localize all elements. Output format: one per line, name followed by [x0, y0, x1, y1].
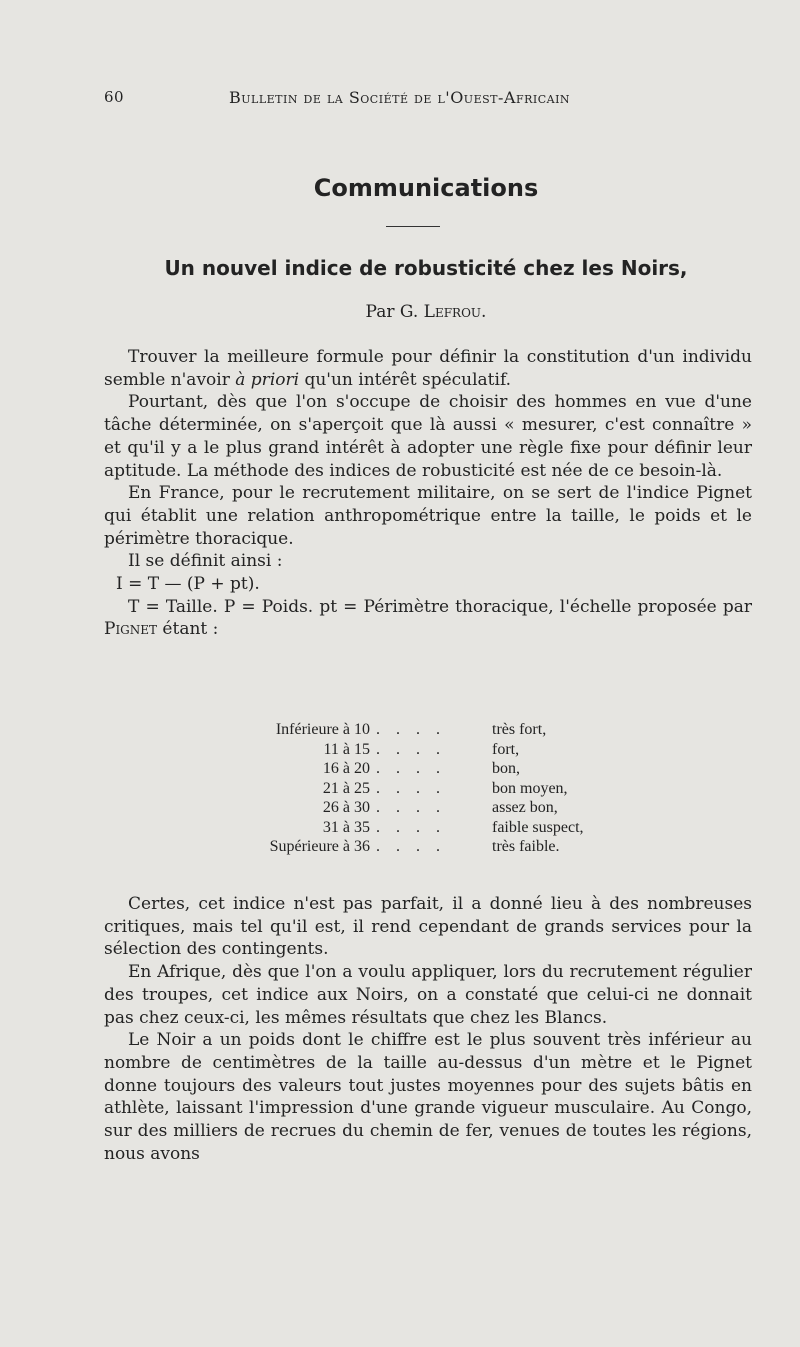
p1-italic: à priori [235, 369, 300, 390]
formula: I = T — (P + pt). [116, 574, 260, 595]
scale-range: 26 à 30 [322, 799, 370, 816]
paragraph-6: Certes, cet indice n'est pas parfait, il a donné lieu à des nombreuses critiques, mais tel qu'il est, il rend cependant de grands services pour la sélection des contingents. [104, 894, 752, 960]
scale-range: 11 à 15 [323, 740, 370, 758]
scale-label: fort, [492, 740, 520, 758]
body-text-bottom [104, 893, 752, 1165]
scale-dots: . . . . [376, 818, 446, 836]
pignet-scale-table [180, 720, 660, 857]
scale-label: assez bon, [492, 799, 558, 816]
p5-text-b: étant : [157, 619, 219, 640]
scale-row [180, 779, 660, 799]
scale-row [180, 798, 660, 818]
scale-range: 31 à 35 [322, 818, 370, 836]
scale-row [180, 818, 660, 838]
scale-dots: . . . . [376, 799, 446, 816]
scale-row [180, 740, 660, 760]
scale-dots: . . . . [376, 838, 446, 855]
title-rule [386, 226, 440, 227]
scale-label: faible suspect, [492, 818, 584, 836]
p1-text-a: Trouver la meilleure formule pour définir la constitution d'un individu semble n'avoir [104, 347, 752, 390]
scale-row [180, 759, 660, 779]
scale-range: 16 à 20 [322, 760, 370, 777]
p5-name: Pignet [104, 619, 158, 640]
paragraph-5 [104, 596, 752, 641]
paragraph-4: Il se définit ainsi : [128, 551, 283, 572]
scale-dots: . . . . [376, 760, 446, 777]
paragraph-2: Pourtant, dès que l'on s'occupe de choisir des hommes en vue d'une tâche déterminée, on s'aperçoit que là aussi « mesurer, c'est connaître » et qu'il y a le plus grand intérêt à adopter une règle fixe pour définir leur aptitude. La méthode des indices de robusticité est née de ce besoin-là. [104, 392, 752, 481]
paragraph-3: En France, pour le recrutement militaire, on se sert de l'indice Pignet qui établit une relation anthropométrique entre la taille, le poids et le périmètre thoracique. [104, 483, 752, 549]
paragraph-7: En Afrique, dès que l'on a voulu appliquer, lors du recrutement régulier des troupes, cet indice aux Noirs, on a constaté que celui-ci ne donnait pas chez ceux-ci, les mêmes résultats que chez les Blancs. [104, 962, 752, 1028]
scale-label: bon moyen, [492, 779, 568, 797]
p1-text-b: qu'un intérêt spéculatif. [299, 369, 512, 390]
article-title: Un nouvel indice de robusticité chez les Noirs, [164, 256, 688, 280]
scale-range: 21 à 25 [322, 779, 370, 797]
scale-dots: . . . . [376, 779, 446, 797]
paragraph-1 [104, 346, 752, 391]
scale-label: bon, [492, 760, 520, 777]
scale-range: Supérieure à 36 [269, 838, 370, 855]
body-text-top [104, 346, 752, 641]
byline [0, 302, 800, 322]
page-number: 60 [104, 88, 125, 106]
scale-row [180, 720, 660, 740]
section-title: Communications [313, 174, 539, 202]
scale-dots: . . . . [376, 721, 446, 738]
author-name: Lefrou. [423, 302, 487, 322]
scale-label: très faible. [492, 838, 560, 855]
paragraph-8: Le Noir a un poids dont le chiffre est le plus souvent très inférieur au nombre de centimètres de la taille au-dessus d'un mètre et le Pignet donne toujours des valeurs tout justes moyennes pour des sujets bâtis en athlète, laissant l'impression d'une grande vigueur musculaire. Au Congo, sur des milliers de recrues du chemin de fer, venues de toutes les régions, nous avons [104, 1030, 752, 1164]
scale-label: très fort, [492, 721, 547, 738]
running-title: Bulletin de la Société de l'Ouest-Africain [229, 88, 571, 107]
byline-prefix: Par G. [365, 302, 419, 322]
p5-text-a: T = Taille. P = Poids. pt = Périmètre thoracique, l'échelle proposée par [128, 596, 752, 617]
scale-range: Inférieure à 10 [275, 721, 370, 738]
scale-row [180, 837, 660, 857]
scale-dots: . . . . [376, 740, 446, 758]
